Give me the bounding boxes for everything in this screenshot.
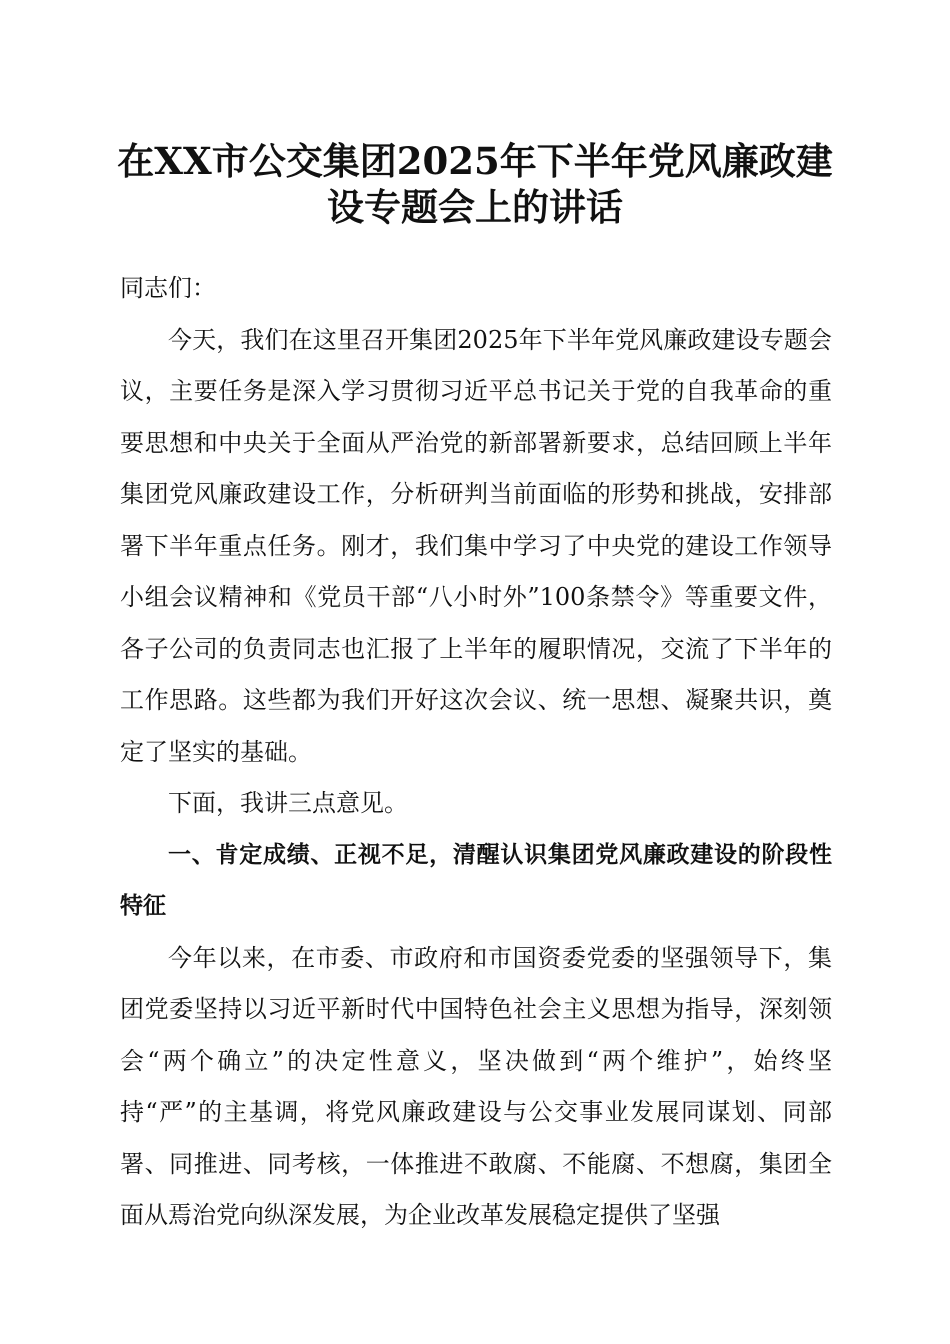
salutation: 同志们： — [120, 274, 216, 302]
section-1-heading: 一、肯定成绩、正视不足，清醒认识集团党风廉政建设的阶段性特征 — [120, 841, 832, 919]
title-line-2: 设专题会上的讲话 — [327, 185, 623, 229]
section-1-paragraph: 今年以来，在市委、市政府和市国资委党委的坚强领导下，集团党委坚持以习近平新时代中国特色社会主义思想为指导，深刻领会“两个确立”的决定性意义，坚决做到“两个维护”，始终坚持“严”的主基调，将党风廉政建设与公交事业发展同谋划、同部署、同推进、同考核，一体推进不敢腐、不能腐、不想腐，集团全面从焉治党向纵深发展，为企业改革发展稳定提供了坚强 — [120, 943, 832, 1229]
title-line-1: 在XX市公交集团2025年下半年党风廉政建 — [117, 139, 833, 183]
opening-paragraph: 今天，我们在这里召开集团2025年下半年党风廉政建设专题会议，主要任务是深入学习贯彻习近平总书记关于党的自我革命的重要思想和中央关于全面从严治党的新部署新要求，总结回顾上半年集团党风廉政建设工作，分析研判当前面临的形势和挑战，安排部署下半年重点任务。刚才，我们集中学习了中央党的建设工作领导小组会议精神和《党员干部“八小时外”100条禁令》等重要文件，各子公司的负责同志也汇报了上半年的履职情况，交流了下半年的工作思路。这些都为我们开好这次会议、统一思想、凝聚共识，奠定了坚实的基础。 — [120, 325, 832, 766]
transition-paragraph: 下面，我讲三点意见。 — [168, 789, 408, 817]
document-body — [120, 263, 832, 1242]
document-title — [100, 138, 850, 230]
